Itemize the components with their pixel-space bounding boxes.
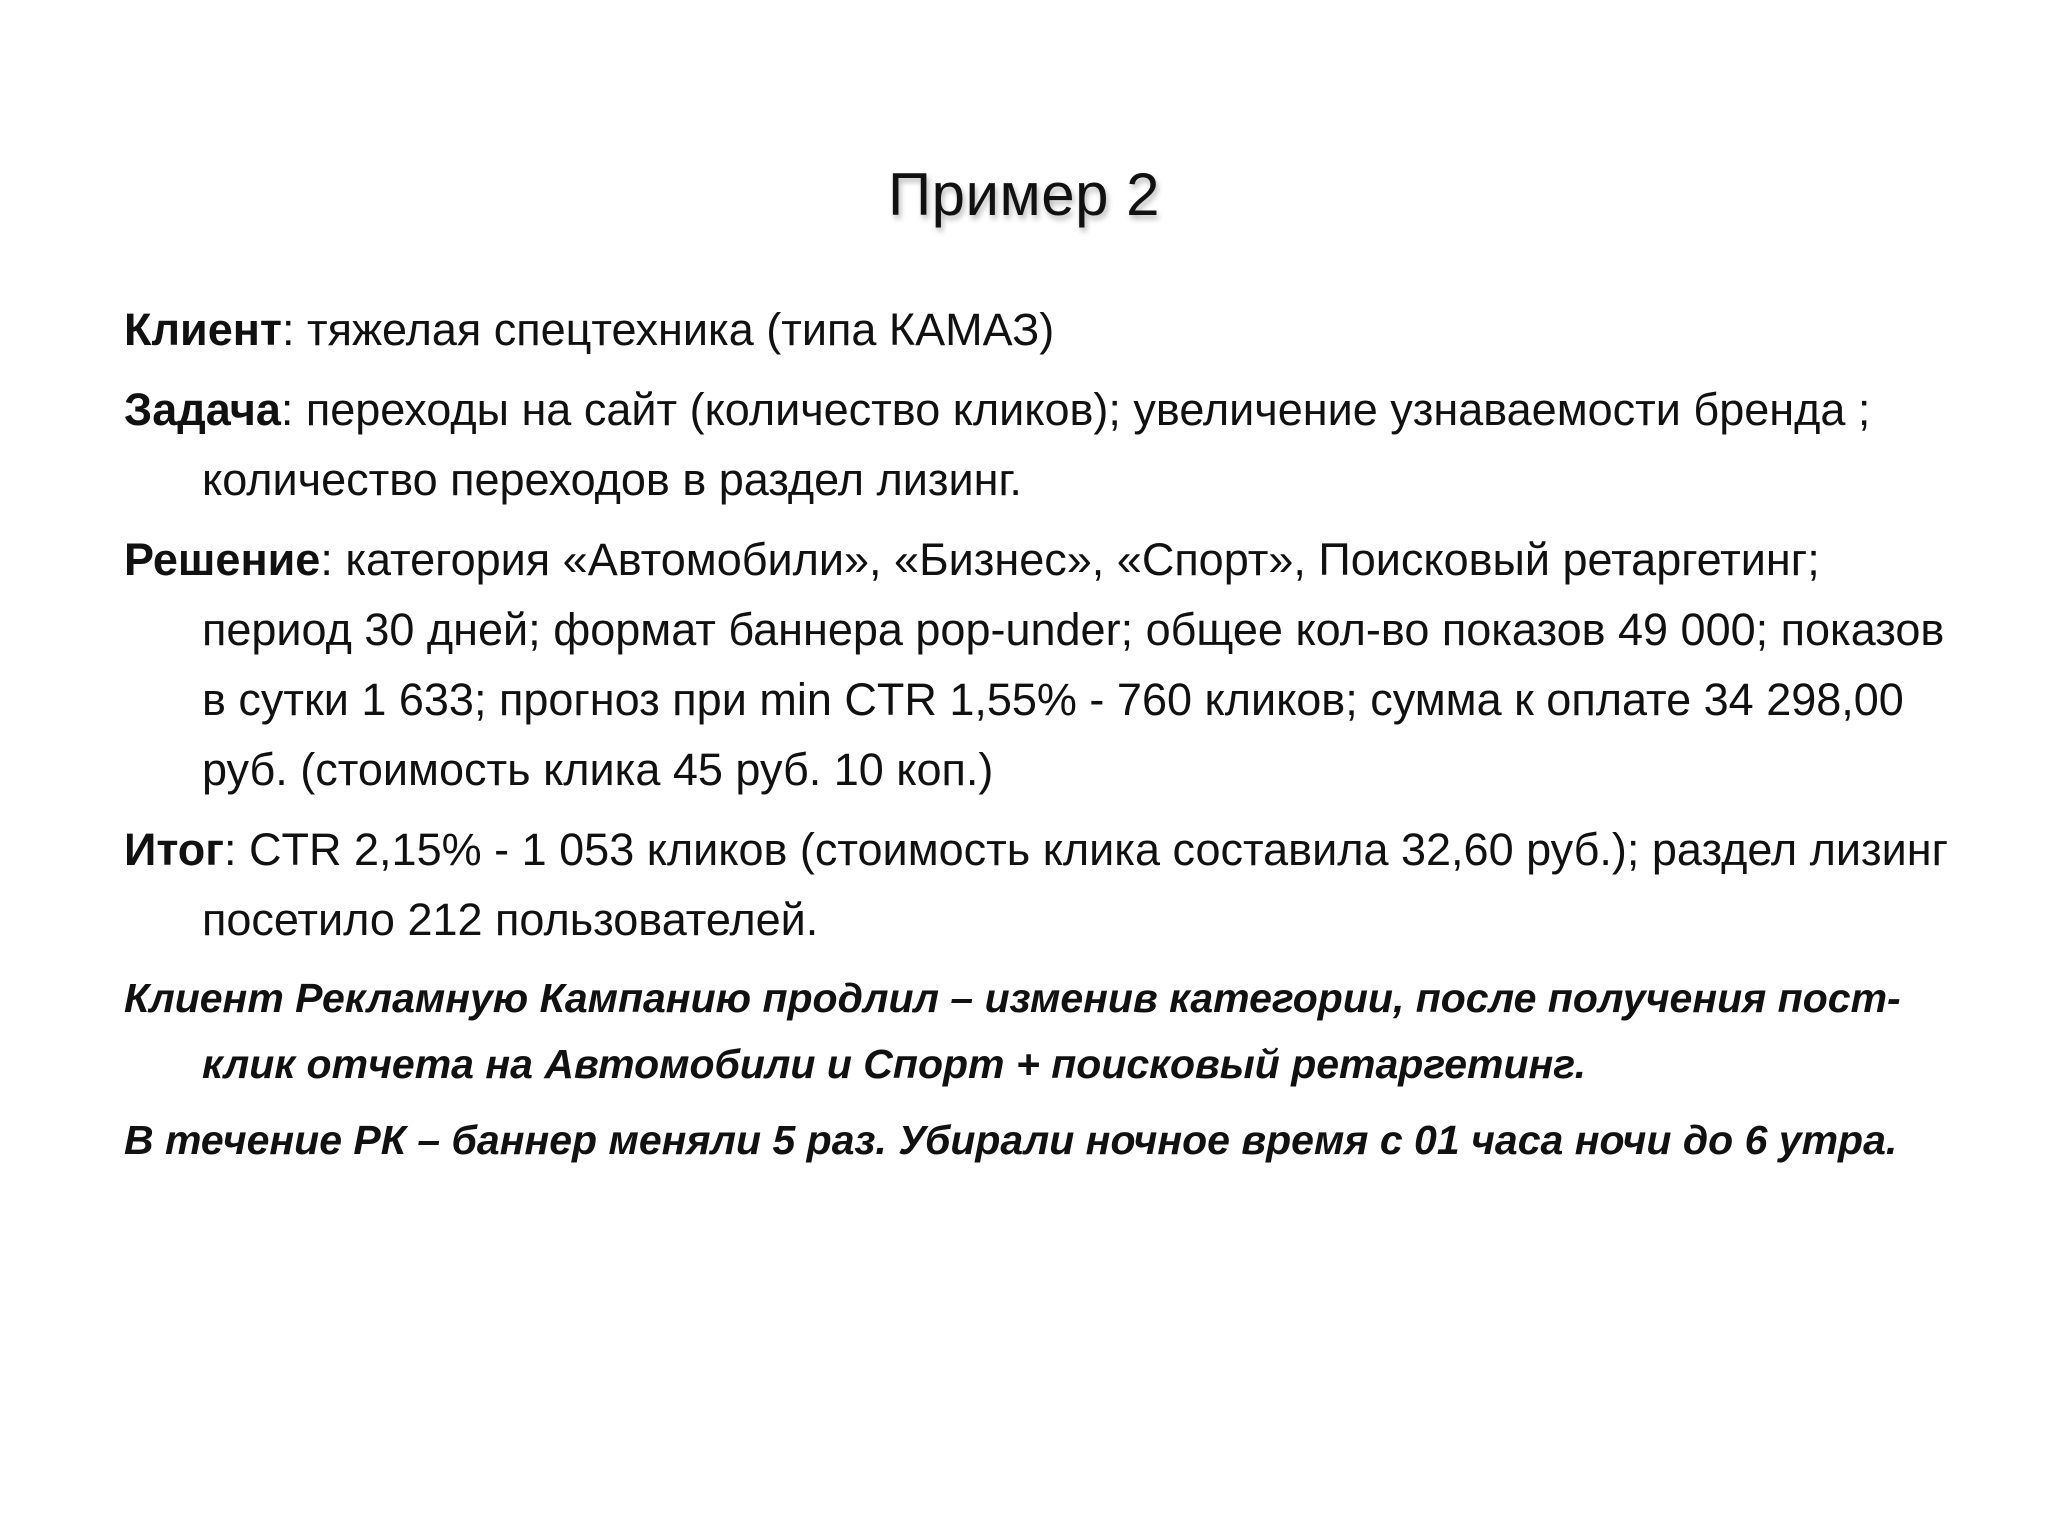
slide-title: Пример 2	[887, 161, 1161, 228]
note-banner-changes: В течение РК – баннер меняли 5 раз. Убирали ночное время с 01 часа ночи до 6 утра.	[124, 1117, 1898, 1163]
paragraph-client	[124, 295, 1954, 365]
label-task: Задача	[124, 384, 281, 435]
text-result: : CTR 2,15% - 1 053 кликов (стоимость клика составила 32,60 руб.); раздел лизинг посетило 212 пользователей.	[202, 824, 1949, 945]
paragraph-result	[124, 815, 1954, 955]
text-solution: : категория «Автомобили», «Бизнес», «Спорт», Поисковый ретаргетинг; период 30 дней; формат баннера pop-under; общее кол-во показов 49 000; показов в сутки 1 633; прогноз при min CTR 1,55% - 760 кликов; сумма к оплате 34 298,00 руб. (стоимость клика 45 руб. 10 коп.)	[202, 534, 1945, 795]
label-result: Итог	[124, 824, 225, 875]
note-campaign-extended: Клиент Рекламную Кампанию продлил – изменив категории, после получения пост-клик отчета на Автомобили и Спорт + поисковый ретаргетинг.	[124, 975, 1901, 1087]
paragraph-task	[124, 375, 1954, 515]
paragraph-solution	[124, 525, 1954, 805]
label-client: Клиент	[124, 304, 282, 355]
text-client: : тяжелая спецтехника (типа КАМАЗ)	[281, 304, 1055, 355]
slide-body	[124, 295, 1954, 1183]
label-solution: Решение	[124, 534, 321, 585]
text-task: : переходы на сайт (количество кликов); увеличение узнаваемости бренда ; количество переходов в раздел лизинг.	[202, 384, 1871, 505]
